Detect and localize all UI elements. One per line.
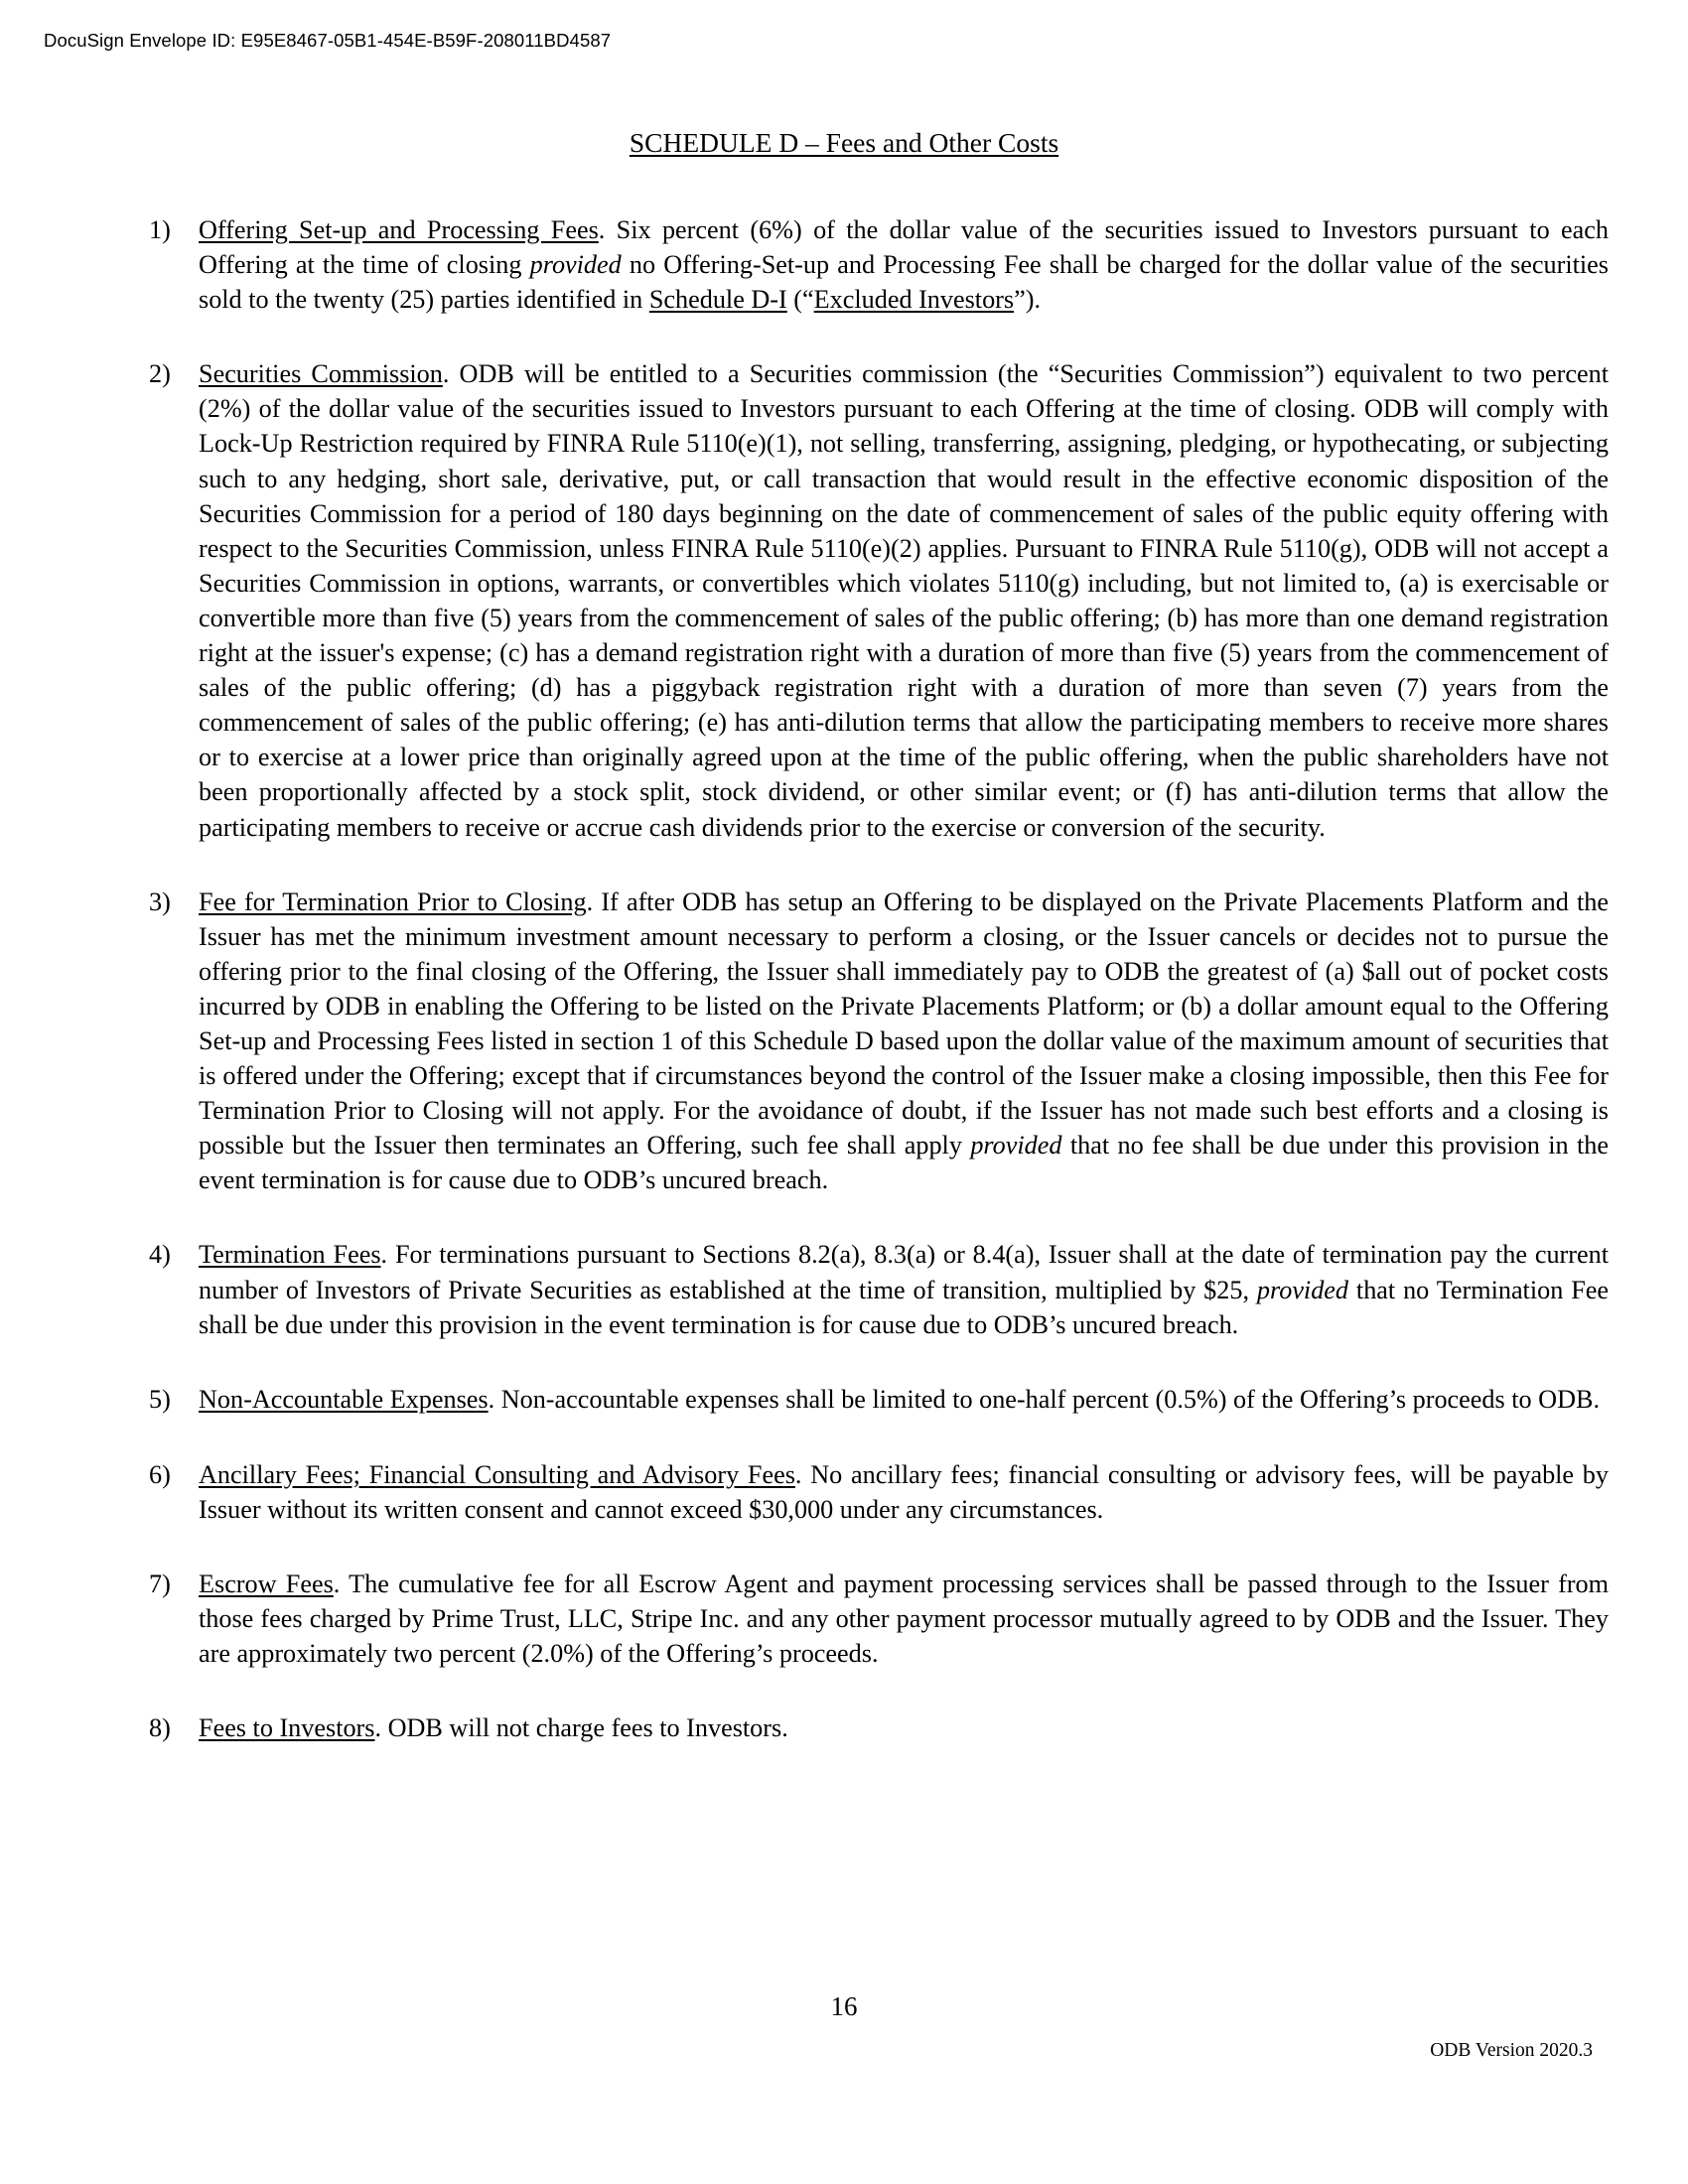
- item-heading: Termination Fees: [199, 1240, 381, 1270]
- item-text: . No ancillary fees; financial consulting or advisory fees, will be payable by Issuer without its written consent and cannot exceed $30,000 under any circumstances.: [199, 1459, 1609, 1524]
- item-heading: Non-Accountable Expenses: [199, 1384, 489, 1414]
- fee-item-3: [149, 885, 1609, 1198]
- item-number: 5): [149, 1384, 171, 1414]
- item-heading: Fee for Termination Prior to Closing: [199, 887, 587, 916]
- item-number: 1): [149, 215, 171, 244]
- fee-item-1: [149, 212, 1609, 317]
- schedule-reference: Schedule D-I: [648, 285, 787, 315]
- item-number: 8): [149, 1713, 171, 1743]
- item-text: that no Termination Fee shall be due under this provision in the event termination is for cause due to ODB’s uncured breach.: [199, 1275, 1610, 1339]
- item-text: ”).: [1014, 285, 1041, 315]
- item-text: . Non-accountable expenses shall be limited to one-half percent (0.5%) of the Offering’s proceeds to ODB.: [488, 1384, 1601, 1414]
- item-text: . Six percent (6%) of the dollar value of the securities issued to Investors pursuant to each Offering at the time of closing: [199, 215, 1609, 280]
- item-number: 6): [149, 1459, 171, 1489]
- item-heading: Offering Set-up and Processing Fees: [199, 215, 599, 244]
- item-heading: Fees to Investors: [199, 1713, 375, 1743]
- page-title-text: SCHEDULE D – Fees and Other Costs: [629, 127, 1059, 158]
- item-italic: provided: [970, 1131, 1062, 1160]
- item-text: . If after ODB has setup an Offering to be displayed on the Private Placements Platform and the Issuer has met the minimum investment amount necessary to perform a closing, or the Issuer cancels or decides not to pursue the offering prior to the final closing of the Offering, the Issuer shall immediately pay to ODB the greatest of (a) $all out of pocket costs incurred by ODB in enabling the Offering to be listed on the Private Placements Platform; or (b) a dollar amount equal to the Offering Set-up and Processing Fees listed in section 1 of this Schedule D based upon the dollar value of the maximum amount of securities that is offered under the Offering; except that if circumstances beyond the control of the Issuer make a closing impossible, then this Fee for Termination Prior to Closing will not apply. For the avoidance of doubt, if the Issuer has not made such best efforts and a closing is possible but the Issuer then terminates an Offering, such fee shall apply: [199, 887, 1609, 1160]
- item-number: 4): [149, 1240, 171, 1270]
- fee-list: [149, 212, 1609, 1745]
- item-number: 3): [149, 887, 171, 916]
- envelope-id: DocuSign Envelope ID: E95E8467-05B1-454E-B59F-208011BD4587: [44, 30, 612, 51]
- item-text: no Offering-Set-up and Processing Fee shall be charged for the dollar value of the securities sold to the twenty (25) parties identified in: [199, 250, 1609, 315]
- item-number: 2): [149, 359, 171, 389]
- item-text: (“: [786, 285, 814, 315]
- item-text: that no fee shall be due under this provision in the event termination is for cause due to ODB’s uncured breach.: [199, 1131, 1609, 1195]
- fee-item-6: [149, 1457, 1609, 1527]
- fee-item-7: [149, 1567, 1609, 1671]
- item-text: . The cumulative fee for all Escrow Agent and payment processing services shall be passed through to the Issuer from those fees charged by Prime Trust, LLC, Stripe Inc. and any other payment processor mutually agreed to by ODB and the Issuer. They are approximately two percent (2.0%) of the Offering’s proceeds.: [199, 1570, 1609, 1669]
- page-number: 16: [830, 1991, 858, 2021]
- fee-item-4: [149, 1237, 1609, 1341]
- item-heading: Securities Commission: [199, 359, 443, 389]
- item-heading: Escrow Fees: [199, 1570, 334, 1598]
- item-italic: provided: [1256, 1275, 1349, 1304]
- page-title: [0, 127, 1688, 159]
- fee-item-8: [149, 1710, 1609, 1745]
- item-text: . ODB will not charge fees to Investors.: [374, 1713, 788, 1743]
- defined-term: Excluded Investors: [813, 285, 1015, 315]
- item-heading: Ancillary Fees; Financial Consulting and Advisory Fees: [199, 1459, 795, 1489]
- item-text: . ODB will be entitled to a Securities commission (the “Securities Commission”) equivalent to two percent (2%) of the dollar value of the securities issued to Investors pursuant to each Offering at the time of closing. ODB will comply with Lock-Up Restriction required by FINRA Rule 5110(e)(1), not selling, transferring, assigning, pledging, or hypothecating, or subjecting such to any hedging, short sale, derivative, put, or call transaction that would result in the effective economic disposition of the Securities Commission for a period of 180 days beginning on the date of commencement of sales of the public equity offering with respect to the Securities Commission, unless FINRA Rule 5110(e)(2) applies. Pursuant to FINRA Rule 5110(g), ODB will not accept a Securities Commission in options, warrants, or convertibles which violates 5110(g) including, but not limited to, (a) is exercisable or convertible more than five (5) years from the commencement of sales of the public offering; (b) has more than one demand registration right at the issuer's expense; (c) has a demand registration right with a duration of more than five (5) years from the commencement of sales of the public offering; (d) has a piggyback registration right with a duration of more than seven (7) years from the commencement of sales of the public offering; (e) has anti-dilution terms that allow the participating members to receive more shares or to exercise at a lower price than originally agreed upon at the time of the public offering, when the public shareholders have not been proportionally affected by a stock split, stock dividend, or other similar event; or (f) has anti-dilution terms that allow the participating members to receive or accrue cash dividends prior to the exercise or conversion of the security.: [199, 359, 1609, 842]
- fee-item-2: [149, 356, 1609, 844]
- item-italic: provided: [529, 250, 622, 280]
- version-label: ODB Version 2020.3: [1430, 2040, 1593, 2061]
- fee-item-5: [149, 1382, 1609, 1417]
- item-number: 7): [149, 1570, 171, 1598]
- item-text: . For terminations pursuant to Sections 8.2(a), 8.3(a) or 8.4(a), Issuer shall at the date of termination pay the current number of Investors of Private Securities as established at the time of transition, multiplied by $25,: [199, 1240, 1609, 1304]
